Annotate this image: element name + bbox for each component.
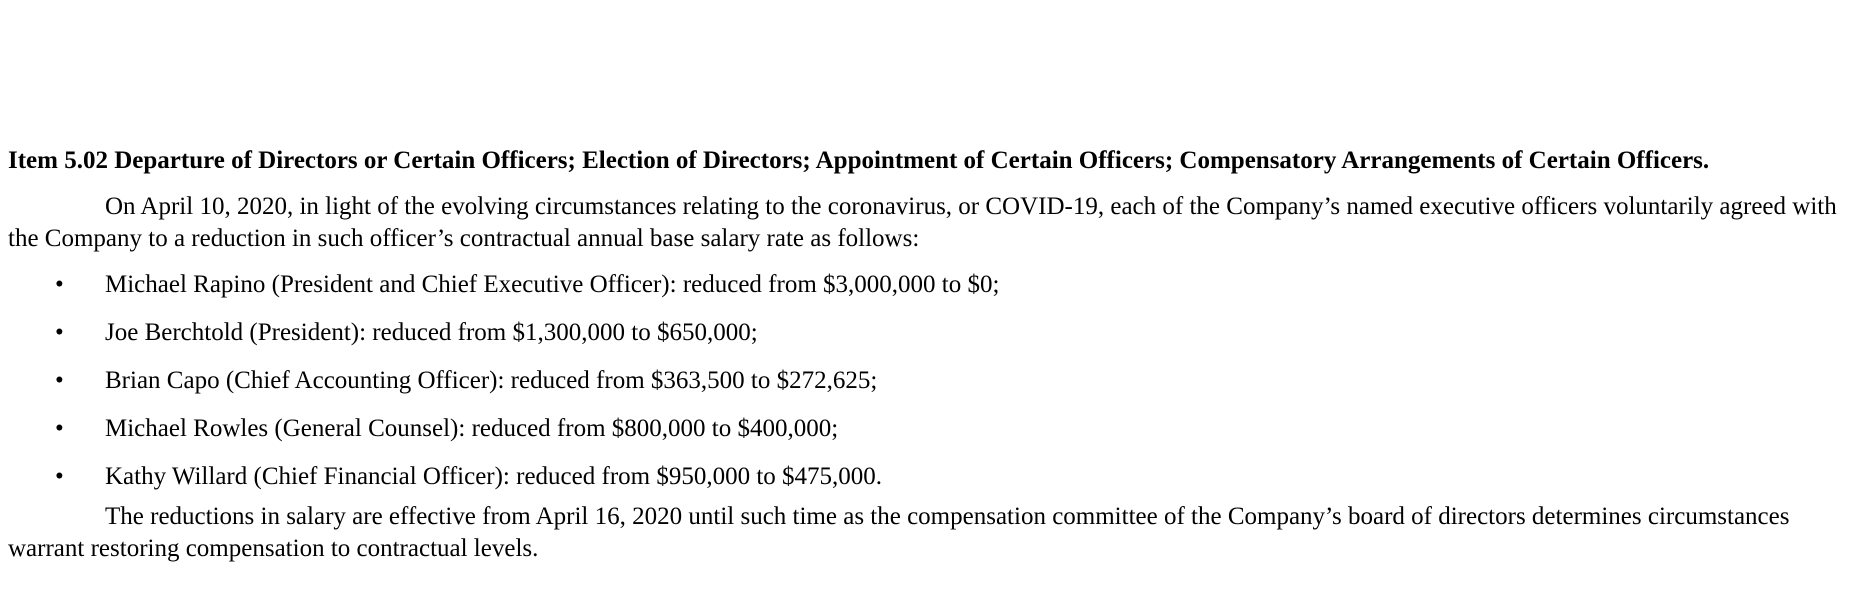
list-item-text: Michael Rapino (President and Chief Executive Officer): reduced from $3,000,000 to $0; [105,271,1000,298]
intro-paragraph: On April 10, 2020, in light of the evolving circumstances relating to the coronavirus, or COVID-19, each of the Company’s named executive officers voluntarily agreed with the Company to a reduction in such officer’s contractual annual base salary rate as follows: [8,193,1837,252]
bullet-icon: • [55,415,64,442]
list-item-text: Brian Capo (Chief Accounting Officer): reduced from $363,500 to $272,625; [105,367,878,394]
list-item [8,413,1848,445]
list-item-text: Michael Rowles (General Counsel): reduced from $800,000 to $400,000; [105,415,839,442]
list-item-text: Kathy Willard (Chief Financial Officer): reduced from $950,000 to $475,000. [105,463,883,490]
closing-paragraph: The reductions in salary are effective from April 16, 2020 until such time as the compensation committee of the Company’s board of directors determines circumstances warrant restoring compensation to contractual levels. [8,503,1790,562]
document-body [8,145,1848,565]
bullet-icon: • [55,463,64,490]
bullet-icon: • [55,271,64,298]
list-item [8,461,1848,493]
list-item [8,317,1848,349]
list-item [8,365,1848,397]
bullet-icon: • [55,319,64,346]
bullet-icon: • [55,367,64,394]
list-item-text: Joe Berchtold (President): reduced from $1,300,000 to $650,000; [105,319,758,346]
item-heading: Item 5.02 Departure of Directors or Certain Officers; Election of Directors; Appointment of Certain Officers; Compensatory Arrangements of Certain Officers. [8,147,1710,174]
salary-reduction-list [8,269,1848,493]
list-item [8,269,1848,301]
